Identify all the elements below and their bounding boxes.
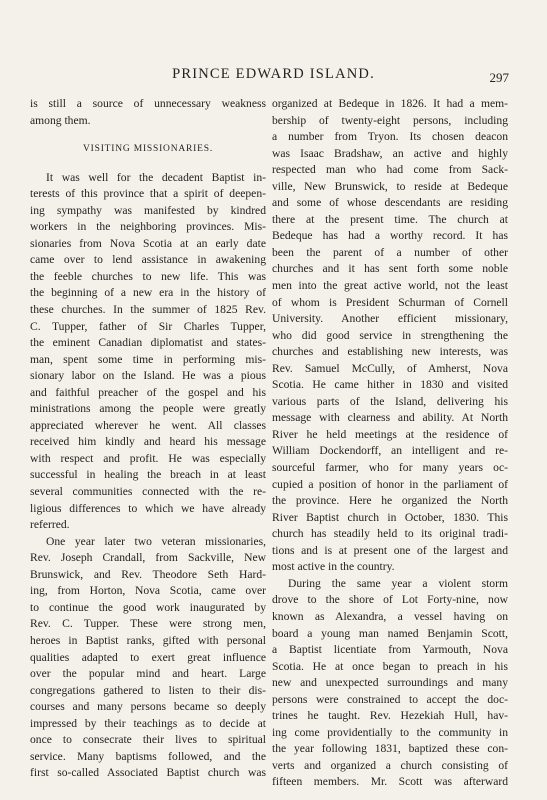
text-line: It was well for the decadent Baptist in- bbox=[46, 170, 266, 184]
text-line: Scotia. He came hither in 1830 and visited bbox=[272, 378, 508, 392]
left-column bbox=[30, 96, 266, 782]
text-line: received him kindly and heard his message bbox=[30, 435, 266, 449]
text-line: board a young man named Benjamin Scott, bbox=[272, 626, 508, 640]
text-line: various parts of the Island, delivering his bbox=[272, 394, 508, 408]
text-line: tions and is at present one of the largest and bbox=[272, 543, 508, 557]
text-line: who did good service in strengthening the bbox=[272, 328, 508, 342]
text-line: men into the great active world, not the least bbox=[272, 279, 508, 293]
text-line: church has steadily held to its original tradi- bbox=[272, 527, 508, 541]
text-line: was Isaac Bradshaw, an active and highly bbox=[272, 146, 508, 160]
text-line: ing come providentially to the community in bbox=[272, 725, 508, 739]
text-line: man, spent some time in performing mis- bbox=[30, 352, 266, 366]
text-line: Rev. C. Tupper. These were strong men, bbox=[30, 617, 266, 631]
text-line: of whom is President Schurman of Cornell bbox=[272, 295, 508, 309]
text-line: Scotia. He at once began to preach in his bbox=[272, 659, 508, 673]
text-line: fifteen members. Mr. Scott was afterward bbox=[272, 775, 508, 789]
text-line: William Dockendorff, an intelligent and re- bbox=[272, 444, 508, 458]
text-line: is still a source of unnecessary weakness bbox=[30, 97, 266, 110]
text-line: the year following 1831, baptized these con- bbox=[272, 742, 508, 756]
text-line: service. Many baptisms followed, and the bbox=[30, 749, 266, 763]
text-line: ing sympathy was manifested by kindred bbox=[30, 203, 266, 217]
text-line: appreciated wherever he went. All classes bbox=[30, 418, 266, 432]
text-line: respected man who had come from Sack- bbox=[272, 163, 508, 177]
text-line: new and unexpected surroundings and many bbox=[272, 676, 508, 690]
text-line: River he held meetings at the residence of bbox=[272, 427, 508, 441]
text-line: impressed by their teachings as to decide at bbox=[30, 716, 266, 730]
text-line: Rev. Joseph Crandall, from Sackville, New bbox=[30, 551, 266, 565]
text-line: During the same year a violent storm bbox=[288, 576, 508, 590]
text-line: Bedeque has had a worthy record. It has bbox=[272, 229, 508, 243]
text-line: once to consecrate their lives to spiritual bbox=[30, 733, 266, 747]
text-line: churches and establishing new interests, was bbox=[272, 345, 508, 359]
text-line: Rev. Samuel McCully, of Amherst, Nova bbox=[272, 361, 508, 375]
text-line: message with clearness and ability. At North bbox=[272, 411, 508, 425]
text-line: University. Another efficient missionary, bbox=[272, 312, 508, 326]
text-line: sionaries from Nova Scotia at an early date bbox=[30, 236, 266, 250]
paragraph-veteran-missionaries bbox=[30, 534, 266, 782]
right-column bbox=[272, 96, 508, 791]
text-line: the province. Here he organized the North bbox=[272, 494, 508, 508]
text-line: courses and many persons became so deeply bbox=[30, 700, 266, 714]
text-line: persons were constrained to accept the doc- bbox=[272, 692, 508, 706]
text-line: most active in the country. bbox=[272, 560, 395, 574]
text-line: known as Alexandra, a vessel having on bbox=[272, 609, 508, 623]
running-head: PRINCE EDWARD ISLAND. bbox=[172, 66, 375, 82]
paragraph-decadent-interests bbox=[30, 170, 266, 534]
text-line: cupied a position of honor in the parliament of bbox=[272, 477, 508, 491]
paragraph-weakness bbox=[30, 96, 266, 129]
text-line: been the parent of a number of other bbox=[272, 245, 508, 259]
text-line: several communities connected with the re- bbox=[30, 485, 266, 499]
text-line: the feeble churches to new life. This was bbox=[30, 269, 266, 283]
text-line: referred. bbox=[30, 518, 70, 532]
text-line: with respect and profit. He was especially bbox=[30, 451, 266, 465]
text-line: bership of twenty-eight persons, including bbox=[272, 113, 508, 127]
text-line: a Baptist licentiate from Yarmouth, Nova bbox=[272, 643, 508, 657]
text-line: verts and organized a church consisting of bbox=[272, 758, 508, 772]
text-line: drove to the shore of Lot Forty-nine, now bbox=[272, 593, 508, 607]
text-line: sionary labor on the Island. He was a pious bbox=[30, 369, 266, 383]
text-line: congregations gathered to listen to their dis- bbox=[30, 683, 266, 697]
section-heading: VISITING MISSIONARIES. bbox=[82, 144, 214, 155]
text-line: River Baptist church in October, 1830. This bbox=[272, 510, 508, 524]
text-line: and some of whose descendants are residing bbox=[272, 196, 508, 210]
text-line: ing, from Horton, Nova Scotia, came over bbox=[30, 584, 266, 598]
text-line: first so-called Associated Baptist church was bbox=[30, 766, 266, 780]
text-line: sourceful farmer, who for many years oc- bbox=[272, 461, 508, 475]
text-line: and faithful preacher of the gospel and his bbox=[30, 385, 266, 399]
text-line: terests of this province that a spirit of deepen- bbox=[30, 187, 266, 201]
text-line: over the popular mind and heart. Large bbox=[30, 667, 266, 681]
text-line: organized at Bedeque in 1826. It had a mem- bbox=[272, 97, 508, 110]
text-line: came over to lend assistance in awakening bbox=[30, 253, 266, 267]
text-line: to continue the good work inaugurated by bbox=[30, 600, 266, 614]
paragraph-violent-storm bbox=[272, 576, 508, 791]
text-line: the eminent Canadian diplomatist and states- bbox=[30, 336, 266, 350]
text-line: churches and it has sent forth some noble bbox=[272, 262, 508, 276]
page-number: 297 bbox=[489, 70, 509, 85]
text-line: ministrations among the people were greatly bbox=[30, 402, 266, 416]
text-line: among them. bbox=[30, 113, 91, 127]
text-line: ville, New Brunswick, to reside at Bedeque bbox=[272, 179, 508, 193]
text-line: ligious differences to which we have already bbox=[30, 501, 266, 515]
text-line: there at the present time. The church at bbox=[272, 212, 508, 226]
text-line: trines he taught. Rev. Hezekiah Hull, hav- bbox=[272, 709, 508, 723]
text-line: successful in healing the breach in at least bbox=[30, 468, 266, 482]
text-line: One year later two veteran missionaries, bbox=[46, 534, 266, 548]
text-line: the beginning of a new era in the history of bbox=[30, 286, 266, 300]
text-line: a number from Tryon. Its chosen deacon bbox=[272, 130, 508, 144]
text-line: Brunswick, and Rev. Theodore Seth Hard- bbox=[30, 567, 266, 581]
text-line: qualities adapted to exert great influence bbox=[30, 650, 266, 664]
paragraph-bedeque-church bbox=[272, 96, 508, 576]
text-line: heroes in Baptist ranks, gifted with personal bbox=[30, 633, 266, 647]
text-line: C. Tupper, father of Sir Charles Tupper, bbox=[30, 319, 266, 333]
text-line: workers in the neighboring provinces. Mis- bbox=[30, 220, 266, 234]
text-line: these churches. In the summer of 1825 Rev. bbox=[30, 303, 266, 317]
